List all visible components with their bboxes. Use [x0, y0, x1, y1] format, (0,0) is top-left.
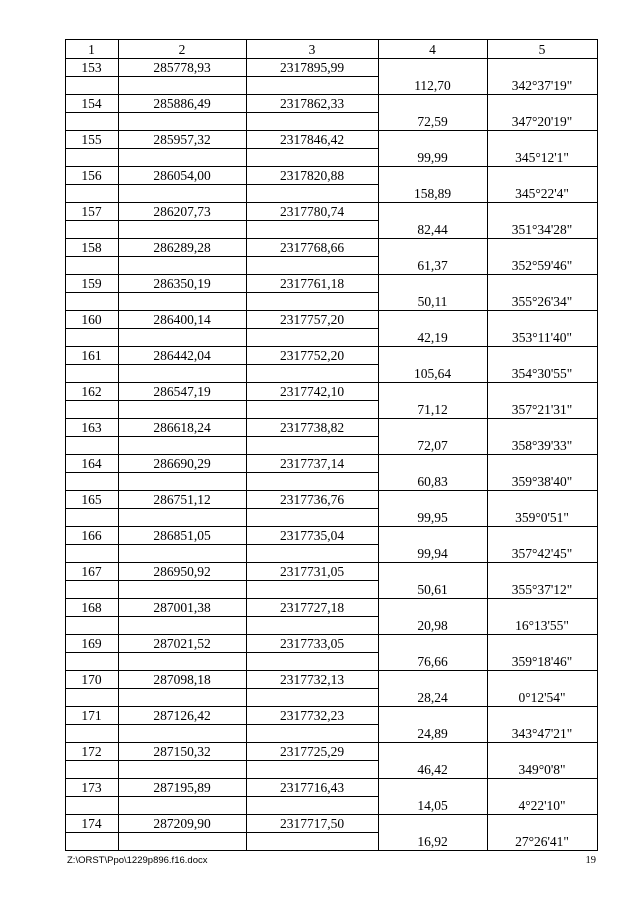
point-number: 155	[81, 132, 102, 147]
row-divider-full	[65, 706, 598, 707]
segment-length: 24,89	[417, 726, 448, 741]
segment-length: 76,66	[417, 654, 448, 669]
segment-length: 46,42	[417, 762, 448, 777]
segment-length: 50,11	[417, 294, 448, 309]
row-divider-left	[65, 400, 379, 401]
segment-length: 99,95	[417, 510, 448, 525]
coordinate-y: 2317735,04	[279, 528, 345, 543]
row-divider-full	[65, 526, 598, 527]
coordinate-x: 286751,12	[153, 492, 211, 507]
row-divider-full	[65, 562, 598, 563]
row-divider-full	[65, 814, 598, 815]
coordinate-y: 2317742,10	[279, 384, 345, 399]
coordinate-y: 2317736,76	[279, 492, 345, 507]
point-number: 174	[81, 816, 102, 831]
directional-angle: 0°12'54"	[518, 690, 566, 705]
row-divider-left	[65, 580, 379, 581]
point-number: 172	[81, 744, 102, 759]
coordinate-y: 2317717,50	[279, 816, 345, 831]
row-divider-left	[65, 112, 379, 113]
directional-angle: 352°59'46"	[511, 258, 573, 273]
segment-length: 14,05	[417, 798, 448, 813]
coordinate-y: 2317716,43	[279, 780, 345, 795]
row-divider-full	[65, 850, 598, 851]
directional-angle: 357°21'31"	[511, 402, 573, 417]
point-number: 163	[81, 420, 102, 435]
directional-angle: 351°34'28"	[511, 222, 573, 237]
row-divider-full	[65, 742, 598, 743]
coordinate-y: 2317895,99	[279, 60, 345, 75]
header-cell-5: 5	[538, 42, 546, 57]
coordinate-x: 286950,92	[153, 564, 211, 579]
coordinate-y: 2317757,20	[279, 312, 345, 327]
header-cell-3: 3	[308, 42, 316, 57]
row-divider-full	[65, 670, 598, 671]
point-number: 171	[81, 708, 102, 723]
point-number: 173	[81, 780, 102, 795]
directional-angle: 355°26'34"	[511, 294, 573, 309]
directional-angle: 349°0'8"	[518, 762, 566, 777]
coordinate-x: 286350,19	[153, 276, 211, 291]
point-number: 158	[81, 240, 102, 255]
directional-angle: 343°47'21"	[511, 726, 573, 741]
segment-length: 82,44	[417, 222, 448, 237]
row-divider-left	[65, 76, 379, 77]
coordinate-x: 285778,93	[153, 60, 211, 75]
directional-angle: 359°38'40"	[511, 474, 573, 489]
coordinate-y: 2317738,82	[279, 420, 345, 435]
row-divider-left	[65, 148, 379, 149]
row-divider-full	[65, 166, 598, 167]
row-divider-left	[65, 292, 379, 293]
point-number: 161	[81, 348, 102, 363]
coordinate-y: 2317737,14	[279, 456, 345, 471]
point-number: 162	[81, 384, 102, 399]
row-divider-full	[65, 94, 598, 95]
row-divider-full	[65, 418, 598, 419]
point-number: 157	[81, 204, 102, 219]
directional-angle: 359°0'51"	[515, 510, 569, 525]
row-divider-full	[65, 310, 598, 311]
coordinate-x: 287001,38	[153, 600, 211, 615]
directional-angle: 358°39'33"	[511, 438, 573, 453]
point-number: 160	[81, 312, 102, 327]
row-divider-left	[65, 184, 379, 185]
segment-length: 72,07	[417, 438, 448, 453]
segment-length: 71,12	[417, 402, 448, 417]
table-border-right	[597, 39, 598, 851]
row-divider-left	[65, 436, 379, 437]
point-number: 159	[81, 276, 102, 291]
table-border-left	[65, 39, 66, 851]
table-border-top	[65, 39, 598, 40]
directional-angle: 345°12'1"	[515, 150, 569, 165]
table-column-divider	[118, 39, 119, 851]
directional-angle: 354°30'55"	[511, 366, 573, 381]
row-divider-full	[65, 238, 598, 239]
coordinate-x: 286400,14	[153, 312, 211, 327]
row-divider-left	[65, 796, 379, 797]
header-cell-2: 2	[178, 42, 186, 57]
point-number: 168	[81, 600, 102, 615]
coordinate-x: 286851,05	[153, 528, 211, 543]
segment-length: 20,98	[417, 618, 448, 633]
directional-angle: 4°22'10"	[518, 798, 566, 813]
row-divider-left	[65, 472, 379, 473]
row-divider-left	[65, 688, 379, 689]
coordinate-y: 2317846,42	[279, 132, 345, 147]
segment-length: 50,61	[417, 582, 448, 597]
header-divider	[65, 58, 598, 59]
segment-length: 158,89	[413, 186, 452, 201]
coordinate-y: 2317725,29	[279, 744, 345, 759]
row-divider-full	[65, 130, 598, 131]
coordinate-x: 285886,49	[153, 96, 211, 111]
coordinate-x: 287195,89	[153, 780, 211, 795]
segment-length: 72,59	[417, 114, 448, 129]
coordinate-y: 2317727,18	[279, 600, 345, 615]
point-number: 169	[81, 636, 102, 651]
row-divider-left	[65, 220, 379, 221]
coordinate-x: 286618,24	[153, 420, 211, 435]
row-divider-full	[65, 202, 598, 203]
segment-length: 42,19	[417, 330, 448, 345]
row-divider-full	[65, 598, 598, 599]
row-divider-full	[65, 274, 598, 275]
header-cell-1: 1	[88, 42, 95, 57]
coordinate-y: 2317731,05	[279, 564, 345, 579]
directional-angle: 342°37'19"	[511, 78, 573, 93]
row-divider-left	[65, 256, 379, 257]
segment-length: 99,94	[417, 546, 448, 561]
coordinate-x: 287150,32	[153, 744, 211, 759]
directional-angle: 353°11'40"	[511, 330, 573, 345]
coordinate-x: 285957,32	[153, 132, 211, 147]
point-number: 156	[81, 168, 102, 183]
coordinate-y: 2317768,66	[279, 240, 345, 255]
coordinate-y: 2317761,18	[279, 276, 345, 291]
segment-length: 99,99	[417, 150, 448, 165]
row-divider-left	[65, 724, 379, 725]
coordinate-y: 2317732,13	[279, 672, 345, 687]
row-divider-full	[65, 778, 598, 779]
coordinate-x: 286547,19	[153, 384, 211, 399]
row-divider-left	[65, 760, 379, 761]
row-divider-left	[65, 652, 379, 653]
coordinate-x: 286207,73	[153, 204, 211, 219]
coordinate-y: 2317780,74	[279, 204, 345, 219]
directional-angle: 347°20'19"	[511, 114, 573, 129]
coordinate-x: 286054,00	[153, 168, 211, 183]
directional-angle: 359°18'46"	[511, 654, 573, 669]
point-number: 154	[81, 96, 102, 111]
row-divider-left	[65, 616, 379, 617]
segment-length: 60,83	[417, 474, 448, 489]
directional-angle: 357°42'45"	[511, 546, 573, 561]
point-number: 167	[81, 564, 102, 579]
point-number: 170	[81, 672, 102, 687]
footer-file-path: Z:\ORST\Ppo\1229p896.f16.docx	[67, 855, 208, 866]
row-divider-full	[65, 346, 598, 347]
directional-angle: 16°13'55"	[515, 618, 569, 633]
coordinate-y: 2317862,33	[279, 96, 345, 111]
coordinate-x: 286289,28	[153, 240, 211, 255]
row-divider-full	[65, 490, 598, 491]
coordinate-x: 286442,04	[153, 348, 211, 363]
segment-length: 16,92	[417, 834, 448, 849]
segment-length: 28,24	[417, 690, 448, 705]
coordinate-x: 287209,90	[153, 816, 211, 831]
coordinate-y: 2317820,88	[279, 168, 345, 183]
row-divider-full	[65, 382, 598, 383]
table-column-divider	[246, 39, 247, 851]
point-number: 153	[81, 60, 102, 75]
header-cell-4: 4	[429, 42, 436, 57]
coordinate-x: 286690,29	[153, 456, 211, 471]
coordinate-x: 287021,52	[153, 636, 211, 651]
row-divider-full	[65, 454, 598, 455]
directional-angle: 27°26'41"	[515, 834, 569, 849]
coordinate-y: 2317733,05	[279, 636, 345, 651]
row-divider-left	[65, 832, 379, 833]
row-divider-left	[65, 544, 379, 545]
segment-length: 61,37	[417, 258, 448, 273]
coordinate-y: 2317732,23	[279, 708, 345, 723]
row-divider-left	[65, 508, 379, 509]
coordinate-y: 2317752,20	[279, 348, 345, 363]
point-number: 164	[81, 456, 102, 471]
segment-length: 105,64	[413, 366, 452, 381]
row-divider-full	[65, 634, 598, 635]
coordinate-x: 287098,18	[153, 672, 211, 687]
row-divider-left	[65, 364, 379, 365]
row-divider-left	[65, 328, 379, 329]
page-number: 19	[585, 855, 596, 866]
coordinate-x: 287126,42	[153, 708, 211, 723]
point-number: 166	[81, 528, 102, 543]
directional-angle: 355°37'12"	[511, 582, 573, 597]
directional-angle: 345°22'4"	[515, 186, 569, 201]
point-number: 165	[81, 492, 102, 507]
segment-length: 112,70	[414, 78, 451, 93]
